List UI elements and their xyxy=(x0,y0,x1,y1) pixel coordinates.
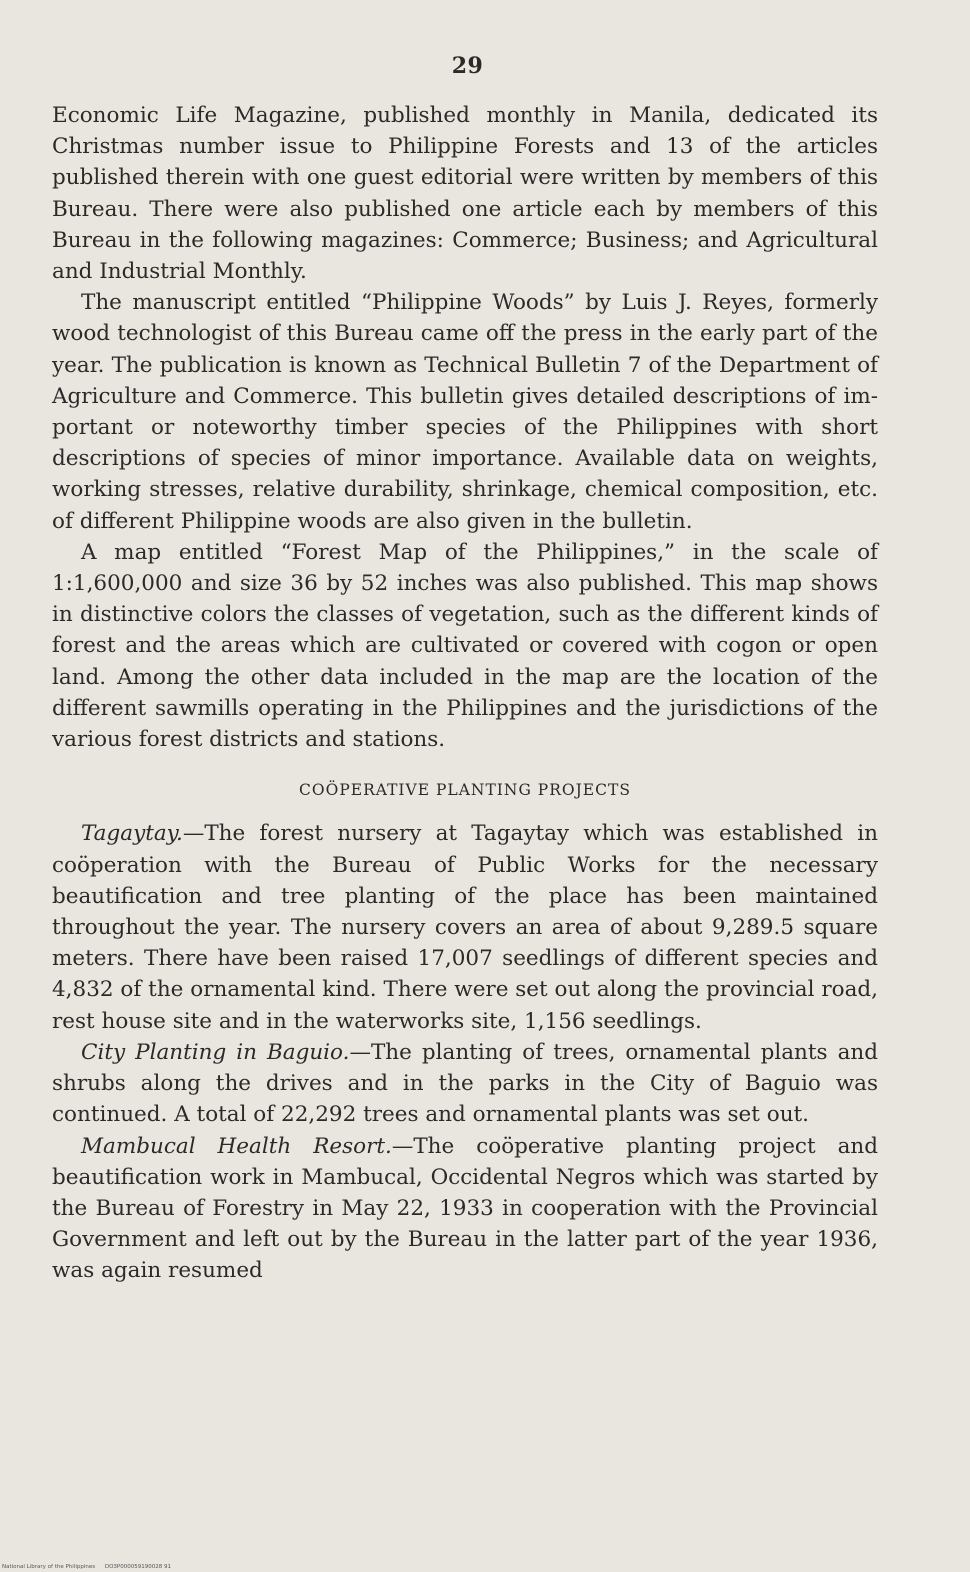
page-number: 29 xyxy=(451,53,484,79)
paragraph-title-mambucal: Mambucal Health Resort. xyxy=(81,1133,392,1159)
section-heading: COÖPERATIVE PLANTING PROJECTS xyxy=(299,781,631,800)
paragraph-philippine-woods: The manuscript entitled “Philippine Woods” by Luis J. Reyes, formerly wood technologist of this Bureau came off the press in the early part of the year. The publication is known as Technical Bulletin 7 of the Department of Agriculture and Commerce. This bulletin gives detailed descriptions of important or noteworthy timber species of the Philippines with short descriptions of species of minor importance. Available data on weights, working stresses, relative durability, shrinkage, chemical composition, etc. of different Philippine woods are also given in the bulletin. xyxy=(52,290,878,534)
scan-footer xyxy=(2,1564,179,1570)
paragraph-title-tagaytay: Tagaytay. xyxy=(81,821,183,847)
body-text xyxy=(52,100,878,1287)
paragraph-body-baguio: —The planting of trees, ornamental plants and shrubs along the drives and in the parks in the City of Baguio was continued. A total of 22,292 trees and ornamental plants was set out. xyxy=(52,1039,878,1128)
footer-library: National Library of the Philippines xyxy=(2,1564,96,1570)
paragraph-mambucal xyxy=(52,1131,878,1287)
paragraph-baguio xyxy=(52,1037,878,1131)
paragraph-forest-map: A map entitled “Forest Map of the Philippines,” in the scale of 1:1,600,000 and size 36 by 52 inches was also published. This map shows in distinctive colors the classes of vegetation, such as the different kinds of forest and the areas which are cultivated or covered with cogon or open land. Among the other data included in the map are the location of the different sawmills operating in the Philippines and the jurisdictions of the various forest districts and stations. xyxy=(52,539,878,753)
footer-code: DO3P000059190028 91 xyxy=(104,1564,171,1570)
paragraph-body-mambucal: —The coöperative planting project and beautification work in Mambucal, Occidental Negros which was started by the Bureau of Forestry in May 22, 1933 in cooperation with the Provincial Government and left out by the Bureau in the latter part of the year 1936, was again resumed xyxy=(52,1133,879,1284)
paragraph-economic-life: Economic Life Magazine, published monthly in Manila, dedicated its Christmas number issue to Philippine Forests and 13 of the articles published therein with one guest editorial were written by members of this Bureau. There were also published one article each by members of this Bureau in the following magazines: Commerce; Business; and Agricultural and Industrial Monthly. xyxy=(52,103,878,285)
paragraph-title-baguio: City Planting in Baguio. xyxy=(81,1039,350,1065)
paragraph-tagaytay xyxy=(52,818,878,1036)
paragraph-body-tagaytay: —The forest nursery at Tagaytay which was established in coöperation with the Bureau of Public Works for the necessary beautification and tree planting of the place has been maintained throughout the year. The nursery covers an area of about 9,289.5 square meters. There have been raised 17,007 seedlings of different species and 4,832 of the ornamental kind. There were set out along the provincial road, rest house site and in the waterworks site, 1,156 seedlings. xyxy=(52,821,878,1034)
